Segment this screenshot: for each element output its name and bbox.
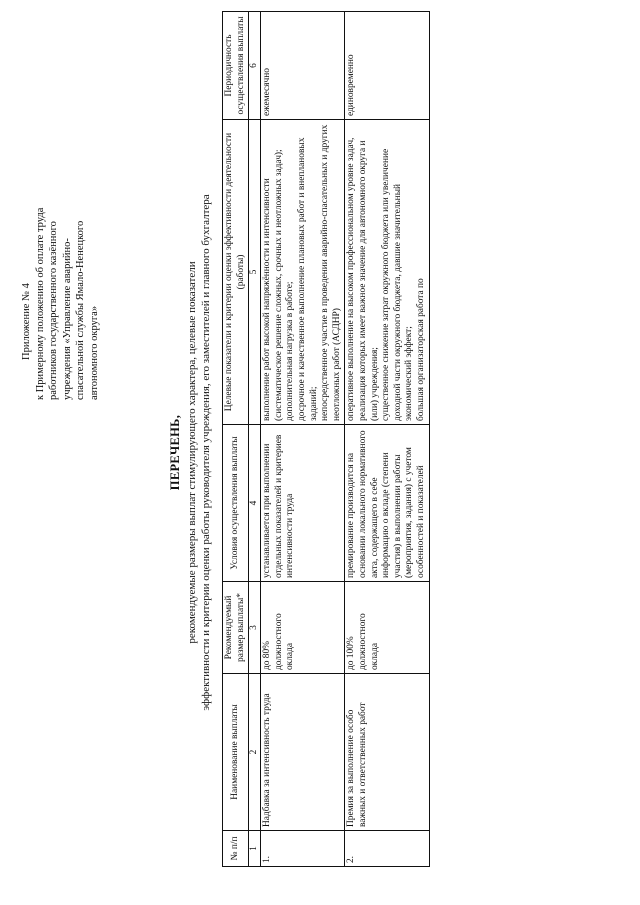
recommended-size: до 100% должностного оклада bbox=[345, 582, 429, 674]
column-number: 3 bbox=[249, 582, 261, 674]
document-title: ПЕРЕЧЕНЬ, bbox=[168, 414, 182, 491]
header-recommended-size: Рекомендуемый размер выплаты* bbox=[223, 582, 249, 674]
document-subtitle-line-2: эффективности и критерии оценки работы руководителя учреждения, его заместителей и главного бухгалтера bbox=[200, 194, 212, 711]
appendix-line: учреждения «Управление аварийно- bbox=[61, 238, 73, 400]
criterion-item: досрочное и качественное выполнение плановых работ и внеплановых заданий; bbox=[296, 137, 319, 421]
criterion-item: дополнительная нагрузка в работе; bbox=[285, 281, 296, 421]
payment-period: ежемесячно bbox=[261, 12, 345, 120]
column-number: 5 bbox=[249, 120, 261, 425]
header-conditions: Условия осуществления выплаты bbox=[223, 425, 249, 582]
payment-conditions: устанавливается при выполнении отдельных показателей и критериев интенсивности труда bbox=[261, 425, 345, 582]
recommended-size: до 80% должностного оклада bbox=[261, 582, 345, 674]
header-payment-name: Наименование выплаты bbox=[223, 674, 249, 831]
criterion-item: непосредственное участие в проведении аварийно-спасательных и других неотложных работ (АСДНР) bbox=[320, 124, 342, 421]
appendix-line: спасательной службы Ямало-Ненецкого bbox=[75, 220, 86, 400]
criteria-cell bbox=[261, 120, 345, 425]
criteria-cell bbox=[345, 120, 429, 425]
table-row bbox=[345, 12, 429, 867]
column-number: 1 bbox=[249, 831, 261, 867]
appendix-line: работников государственного казённого bbox=[48, 221, 59, 400]
header-criteria: Целевые показатели и критерии оценки эффективности деятельности (работы) bbox=[223, 120, 249, 425]
appendix-line: к Примерному положению об оплате труда bbox=[34, 207, 46, 400]
column-number: 2 bbox=[249, 674, 261, 831]
column-number-row bbox=[249, 12, 261, 867]
table-header-row bbox=[223, 12, 249, 867]
payment-name: Надбавка за интенсивность труда bbox=[261, 674, 345, 831]
row-number: 1. bbox=[261, 831, 345, 867]
payments-table bbox=[222, 11, 430, 867]
document-subtitle-line-1: рекомендуемые размеры выплат стимулирующего характера, целевые показатели bbox=[186, 261, 198, 644]
appendix-line: автономного округа» bbox=[88, 305, 100, 400]
criterion-item: выполнение работ высокой напряжённости и интенсивности (систематическое решение сложных, срочных и неотложных задач); bbox=[262, 149, 284, 421]
header-periodicity: Периодичность осуществления выплаты bbox=[223, 12, 249, 120]
payment-name: Премия за выполнение особо важных и ответственных работ bbox=[345, 674, 429, 831]
appendix-note bbox=[20, 70, 101, 400]
criterion-item: оперативное выполнение на высоком профессиональном уровне задач, реализация которых имеет важное значение для автономного округа и (или) учреждения; bbox=[346, 137, 380, 421]
payment-period: единовременно bbox=[345, 12, 429, 120]
criterion-item: существенное снижение затрат окружного бюджета или увеличение доходной части окружного бюджета, давшие значительный экономический эффект; bbox=[381, 148, 415, 421]
appendix-number: Приложение № 4 bbox=[21, 283, 32, 360]
table-row bbox=[261, 12, 345, 867]
criterion-item: большая организаторская работа по bbox=[415, 278, 426, 421]
column-number: 4 bbox=[249, 425, 261, 582]
row-number: 2. bbox=[345, 831, 429, 867]
header-number: № п/п bbox=[223, 831, 249, 867]
column-number: 6 bbox=[249, 12, 261, 120]
payment-conditions: премирование производится на основании локального нормативного акта, содержащего в себе информацию о вкладе (степени участия) в выполнении работы (мероприятия, задания) с учетом особенностей и показателей bbox=[345, 425, 429, 582]
